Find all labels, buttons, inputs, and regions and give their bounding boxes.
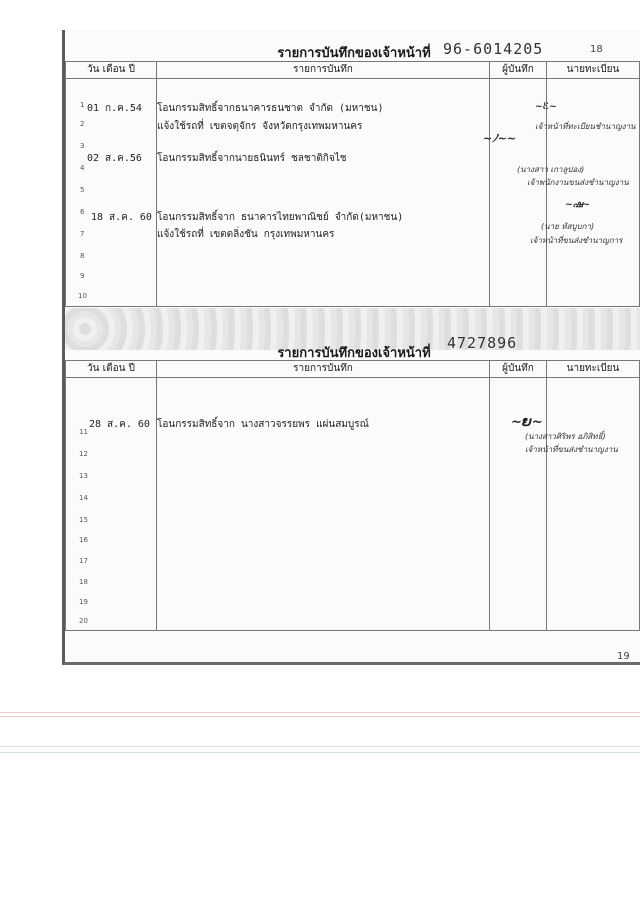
- header-recorder: ผู้บันทึก: [490, 361, 547, 378]
- official-stamp: เจ้าหน้าที่ขนส่งชำนาญการ: [530, 236, 623, 245]
- section-1-title: รายการบันทึกของเจ้าหน้าที่: [277, 46, 431, 61]
- line-number: 5: [80, 186, 85, 194]
- record-table-2: [65, 360, 640, 631]
- entry-3-date: 18 ส.ค. 60: [91, 212, 152, 223]
- line-number: 19: [79, 598, 88, 606]
- entry-3-text: โอนกรรมสิทธิ์จาก ธนาคารไทยพาณิชย์ จำกัด(มหาชน): [157, 212, 404, 223]
- line-number: 14: [79, 494, 88, 502]
- official-stamp: เจ้าพนักงานขนส่งชำนาญงาน: [527, 178, 629, 187]
- entry-3-text-line2: แจ้งใช้รถที่ เขตตลิ่งชัน กรุงเทพมหานคร: [157, 229, 335, 240]
- section-2-title: รายการบันทึกของเจ้าหน้าที่: [277, 346, 431, 361]
- handwritten-signature: ~ℰ~: [535, 102, 557, 112]
- header-registrar: นายทะเบียน: [547, 361, 640, 378]
- line-number: 20: [79, 617, 88, 625]
- line-number: 6: [80, 208, 85, 216]
- official-stamp: เจ้าหน้าที่ทะเบียนชำนาญงาน: [535, 122, 636, 131]
- registration-document-page: [62, 30, 640, 665]
- page-number-18: 18: [590, 44, 603, 55]
- entry-4-date: 28 ส.ค. 60: [89, 419, 150, 430]
- entry-4-text: โอนกรรมสิทธิ์จาก นางสาวจรรยพร แผ่นสมบูรณ์: [157, 419, 369, 430]
- ruled-line: [0, 746, 640, 747]
- line-number: 13: [79, 472, 88, 480]
- line-number: 15: [79, 516, 88, 524]
- line-number: 10: [78, 292, 87, 300]
- header-entry: รายการบันทึก: [157, 361, 490, 378]
- official-stamp: เจ้าหน้าที่ขนส่งชำนาญงาน: [525, 445, 618, 454]
- line-number: 11: [79, 428, 88, 436]
- official-stamp: (นางสาวศิริพร อภิสิทธิ์): [525, 432, 606, 441]
- page-number-19: 19: [617, 651, 630, 662]
- ruled-line: [0, 752, 640, 753]
- ruled-line: [0, 716, 640, 717]
- line-number: 4: [80, 164, 85, 172]
- handwritten-serial-number: 4727896: [447, 334, 518, 352]
- ruled-line: [0, 712, 640, 713]
- handwritten-registration-number: 96-6014205: [443, 40, 544, 58]
- header-registrar: นายทะเบียน: [547, 62, 640, 79]
- official-record-section-2: [65, 330, 640, 660]
- entry-1-date: 01 ก.ค.54: [87, 103, 142, 114]
- entry-2-date: 02 ส.ค.56: [87, 153, 142, 164]
- header-date: วัน เดือน ปี: [66, 361, 157, 378]
- header-date: วัน เดือน ปี: [66, 62, 157, 79]
- handwritten-signature: ~ຍ~: [511, 415, 543, 430]
- line-number: 17: [79, 557, 88, 565]
- line-number: 16: [79, 536, 88, 544]
- entry-1-text: โอนกรรมสิทธิ์จากธนาคารธนชาต จำกัด (มหาชน): [157, 103, 384, 114]
- entry-1-text-line2: แจ้งใช้รถที่ เขตจตุจักร จังหวัดกรุงเทพมหานคร: [157, 121, 363, 132]
- signature-name: (นางสาว เกาลูปอง): [517, 165, 585, 174]
- line-number: 2: [80, 120, 85, 128]
- line-number: 12: [79, 450, 88, 458]
- line-number: 1: [80, 101, 85, 109]
- line-number: 9: [80, 272, 85, 280]
- line-number: 8: [80, 252, 85, 260]
- official-record-section-1: [65, 30, 640, 330]
- line-number: 7: [80, 230, 85, 238]
- line-number: 3: [80, 142, 85, 150]
- entry-2-text: โอนกรรมสิทธิ์จากนายธนินทร์ ชลชาติกิจไช: [157, 153, 347, 164]
- header-recorder: ผู้บันทึก: [490, 62, 547, 79]
- handwritten-signature: ~ഷ~: [565, 200, 590, 210]
- header-entry: รายการบันทึก: [157, 62, 490, 79]
- line-number: 18: [79, 578, 88, 586]
- handwritten-signature: ~ﾉ~~: [483, 132, 517, 145]
- signature-name: (นาย หัสบูบกา): [541, 222, 595, 231]
